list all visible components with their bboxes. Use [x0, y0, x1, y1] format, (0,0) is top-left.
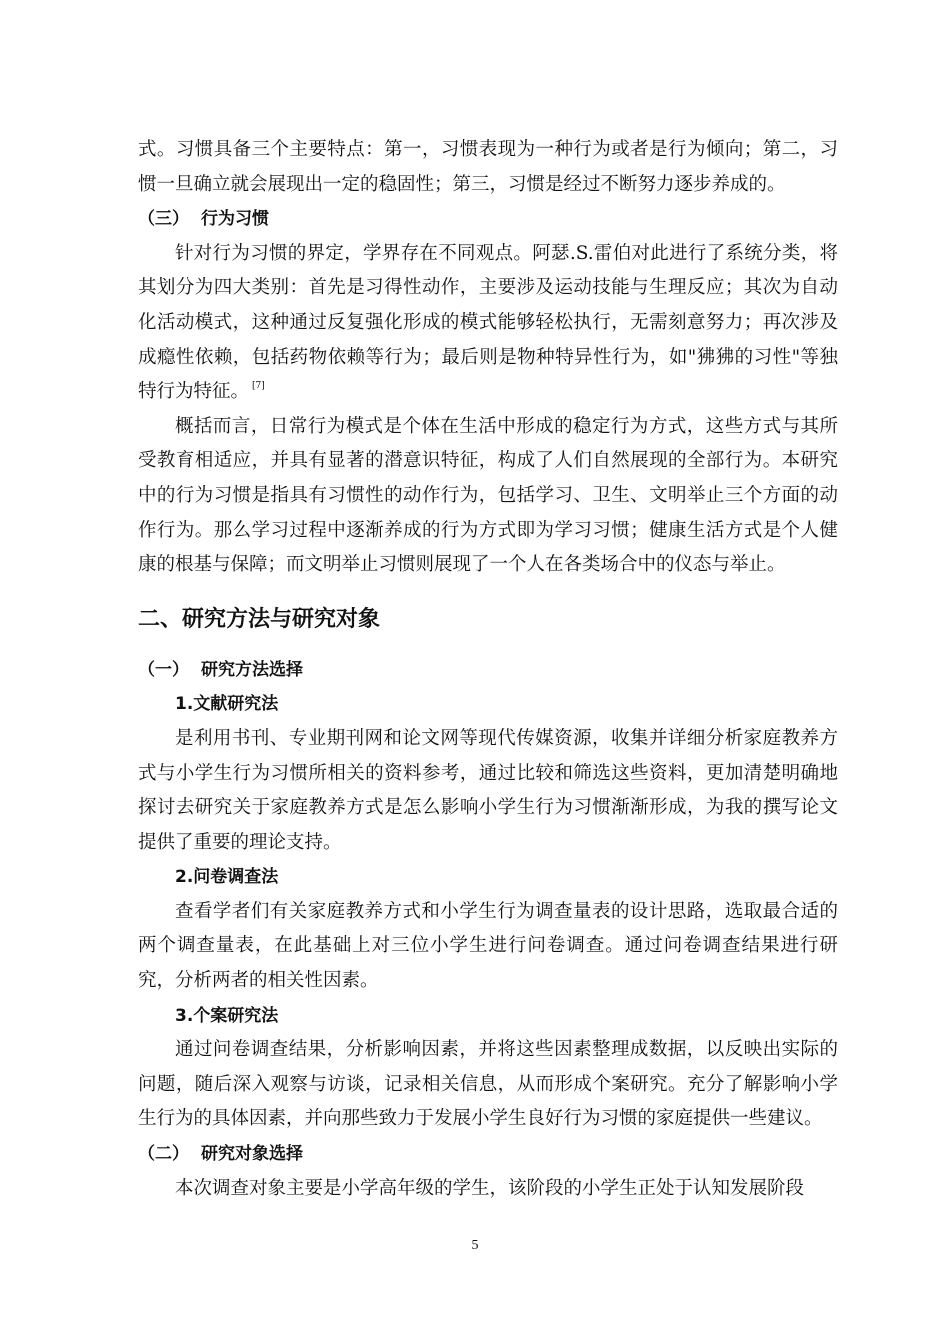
section-heading-methods: 二、研究方法与研究对象 [138, 606, 381, 632]
heading-literature-method: 1.文献研究法 [175, 694, 279, 715]
heading-title: 研究对象选择 [201, 1144, 303, 1165]
paragraph-habit-summary: 概括而言，日常行为模式是个体在生活中形成的稳定行为方式，这些方式与其所受教育相适应，并具有显著的潜意识特征，构成了人们自然展现的全部行为。本研究中的行为习惯是指具有习惯性的动作行为，包括学习、卫生、文明举止三个方面的动作行为。那么学习过程中逐渐养成的行为方式即为学习习惯；健康生活方式是个人健康的根基与保障；而文明举止习惯则展现了一个人在各类场合中的仪态与举止。 [138, 415, 838, 576]
heading-case-method: 3.个案研究法 [175, 1005, 279, 1026]
heading-method-selection [138, 653, 838, 688]
paragraph-case-method: 通过问卷调查结果，分析影响因素，并将这些因素整理成数据，以反映出实际的问题，随后深入观察与访谈，记录相关信息，从而形成个案研究。充分了解影响小学生行为的具体因素，并向那些致力于发展小学生良好行为习惯的家庭提供一些建议。 [138, 1039, 838, 1130]
heading-title: 研究方法选择 [201, 659, 303, 680]
paragraph-literature-method: 是利用书刊、专业期刊网和论文网等现代传媒资源，收集并详细分析家庭教养方式与小学生行为习惯所相关的资料参考，通过比较和筛选这些资料，更加清楚明确地探讨去研究关于家庭教养方式是怎么影响小学生行为习惯渐渐形成，为我的撰写论文提供了重要的理论支持。 [138, 727, 838, 853]
paragraph-questionnaire-method: 查看学者们有关家庭教养方式和小学生行为调查量表的设计思路，选取最合适的两个调查量表，在此基础上对三位小学生进行问卷调查。通过问卷调查结果进行研究，分析两者的相关性因素。 [138, 900, 838, 992]
heading-behavior-habits [138, 202, 838, 237]
paragraph-text: 针对行为习惯的界定，学界存在不同观点。阿瑟.S.雷伯对此进行了系统分类，将其划分为四大类别：首先是习得性动作，主要涉及运动技能与生理反应；其次为自动化活动模式，这种通过反复强化形成的模式能够轻松执行，无需刻意努力；再次涉及成瘾性依赖，包括药物依赖等行为；最后则是物种特异性行为，如"狒狒的习性"等独特行为特征。 [138, 242, 838, 403]
paragraph-habit-definition [138, 237, 838, 410]
heading-number: （二） [138, 1144, 189, 1165]
page-body [138, 133, 838, 1206]
paragraph-intro: 式。习惯具备三个主要特点：第一，习惯表现为一种行为或者是行为倾向；第二，习惯一旦确立就会展现出一定的稳固性；第三，习惯是经过不断努力逐步养成的。 [138, 139, 838, 195]
page-number: 5 [471, 1238, 479, 1253]
heading-title: 行为习惯 [201, 209, 269, 230]
heading-questionnaire-method: 2.问卷调查法 [175, 867, 279, 888]
citation-reference[interactable]: [7] [252, 381, 265, 392]
heading-subject-selection [138, 1137, 838, 1172]
heading-number: （一） [138, 659, 189, 680]
heading-number: （三） [138, 209, 189, 230]
paragraph-subject-selection: 本次调查对象主要是小学高年级的学生，该阶段的小学生正处于认知发展阶段 [175, 1177, 805, 1199]
